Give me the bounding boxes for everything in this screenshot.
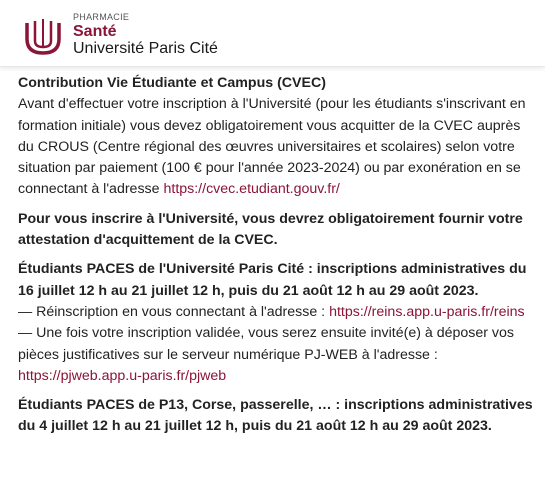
main-content (18, 73, 538, 446)
site-header (0, 0, 545, 67)
cvec-body: Avant d'effectuer votre inscription à l'Université (pour les étudiants s'inscrivant en formation initiale) vous devez obligatoirement vous acquitter de la CVEC auprès du CROUS (Centre régional des œuvres universitaires et scolaires) selon votre situation par paiement (100 € pour l'année 2023-2024) ou par exonération en se connectant à l'adresse (18, 96, 526, 198)
pjweb-line (18, 323, 538, 387)
paces-p13-title: Étudiants PACES de P13, Corse, passerelle, … : inscriptions administratives du 4 juillet 12 h au 21 juillet 12 h, puis du 21 août 12 h au 29 août 2023. (18, 397, 533, 435)
paces-upc-section (18, 259, 538, 387)
pjweb-text: — Une fois votre inscription validée, vous serez ensuite invité(e) à déposer vos pièces justificatives sur le serveur numérique PJ-WEB à l'adresse : (18, 325, 515, 363)
logo-wordmark[interactable] (73, 12, 218, 58)
attestation-note: Pour vous inscrire à l'Université, vous devrez obligatoirement fournir votre attestation d'acquittement de la CVEC. (18, 210, 523, 249)
reins-text: — Réinscription en vous connectant à l'adresse : (18, 303, 326, 320)
university-logo-icon[interactable] (23, 17, 63, 57)
logo-pharmacie: PHARMACIE (73, 12, 130, 22)
cvec-section (18, 73, 538, 201)
reins-link[interactable]: https://reins.app.u-paris.fr/reins (329, 303, 525, 320)
cvec-title: Contribution Vie Étudiante et Campus (CVEC) (18, 75, 326, 91)
logo-universite: Université Paris Cité (73, 40, 218, 57)
pjweb-link[interactable]: https://pjweb.app.u-paris.fr/pjweb (18, 367, 227, 384)
cvec-link[interactable]: https://cvec.etudiant.gouv.fr/ (163, 181, 340, 198)
logo-sante: Santé (73, 23, 117, 40)
paces-upc-title: Étudiants PACES de l'Université Paris Cité : inscriptions administratives du 16 juillet 12 h au 21 juillet 12 h, puis du 21 août 12 h au 29 août 2023. (18, 261, 527, 299)
reins-line (18, 302, 538, 323)
